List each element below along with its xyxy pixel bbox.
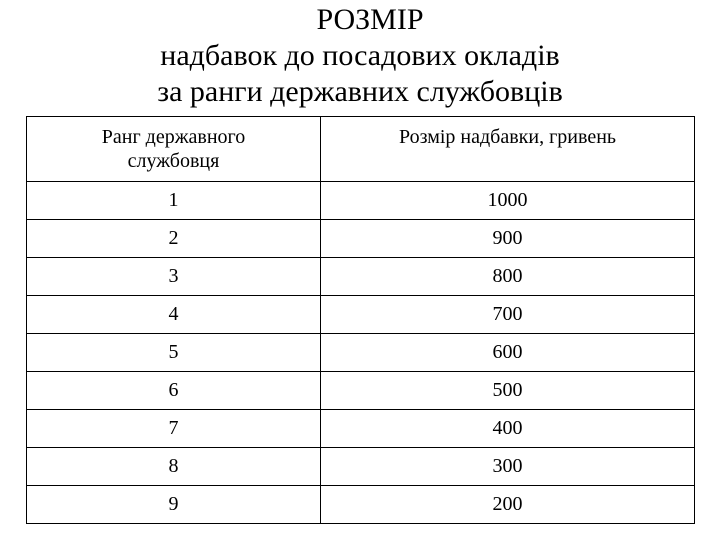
title-line-3: за ранги державних службовців <box>157 75 563 108</box>
table-row <box>27 258 695 296</box>
table-row <box>27 220 695 258</box>
document-title <box>0 2 720 110</box>
amount-cell: 600 <box>321 334 695 372</box>
title-line-2: надбавок до посадових окладів <box>160 39 560 72</box>
amount-column-header: Розмір надбавки, гривень <box>321 117 695 182</box>
table-header-row <box>27 117 695 182</box>
table-row <box>27 410 695 448</box>
table-row <box>27 486 695 524</box>
rank-column-header <box>27 117 321 182</box>
rank-cell: 8 <box>27 448 321 486</box>
amount-cell: 200 <box>321 486 695 524</box>
rank-cell: 5 <box>27 334 321 372</box>
rank-cell: 1 <box>27 182 321 220</box>
amount-cell: 300 <box>321 448 695 486</box>
rank-header-line-1: Ранг державного <box>101 126 246 148</box>
title-line-1: РОЗМІР <box>316 3 424 36</box>
amount-cell: 700 <box>321 296 695 334</box>
amount-cell: 500 <box>321 372 695 410</box>
amount-cell: 1000 <box>321 182 695 220</box>
rank-cell: 6 <box>27 372 321 410</box>
table-row <box>27 182 695 220</box>
rank-cell: 4 <box>27 296 321 334</box>
rank-cell: 9 <box>27 486 321 524</box>
table-row <box>27 334 695 372</box>
table-row <box>27 448 695 486</box>
rank-cell: 3 <box>27 258 321 296</box>
amount-cell: 900 <box>321 220 695 258</box>
table-row <box>27 372 695 410</box>
amount-cell: 800 <box>321 258 695 296</box>
allowance-table <box>26 116 695 524</box>
amount-cell: 400 <box>321 410 695 448</box>
rank-cell: 2 <box>27 220 321 258</box>
rank-header-line-2: службовця <box>127 150 220 172</box>
rank-cell: 7 <box>27 410 321 448</box>
table-row <box>27 296 695 334</box>
